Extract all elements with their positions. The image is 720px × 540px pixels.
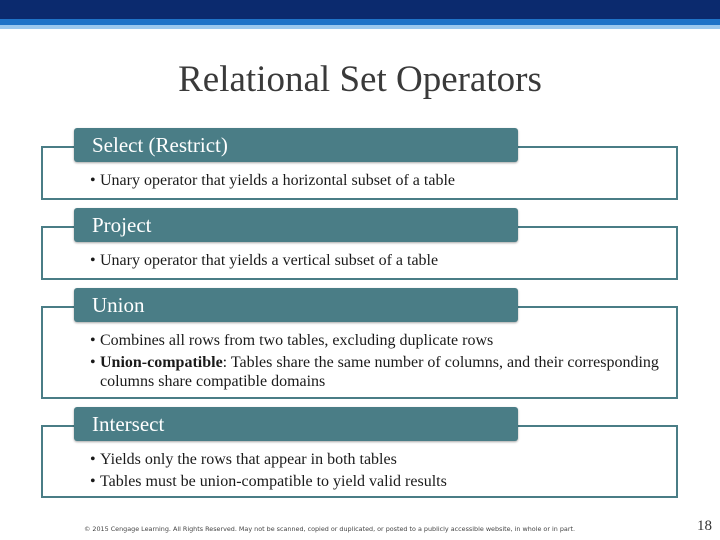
bullet-dot: • [90,354,96,371]
bullet-dot: • [90,252,96,269]
bullet-text: : Tables share the same number of columns, and their corresponding columns share compatible domains [100,354,659,390]
bullet-item [90,353,670,391]
section-heading: Union [74,288,518,322]
bullet-list [90,251,670,273]
bullet-text: Combines all rows from two tables, excluding duplicate rows [100,332,494,349]
bullet-text: Unary operator that yields a vertical subset of a table [100,252,439,269]
bullet-dot: • [90,332,96,349]
bullet-list [90,331,670,394]
bullet-text: Tables must be union-compatible to yield valid results [100,473,447,490]
bullet-item [90,171,670,190]
bullet-bold: Union-compatible [100,354,223,371]
top-bar-dark [0,0,720,19]
section-heading: Intersect [74,407,518,441]
top-bar-light [0,25,720,29]
slide-title: Relational Set Operators [178,59,542,100]
section-heading: Project [74,208,518,242]
bullet-list [90,171,670,193]
bullet-item [90,450,670,469]
bullet-text: Unary operator that yields a horizontal subset of a table [100,172,455,189]
bullet-dot: • [90,473,96,490]
bullet-item [90,472,670,491]
page-number: 18 [697,518,712,534]
bullet-item [90,251,670,270]
section-heading: Select (Restrict) [74,128,518,162]
bullet-text: Yields only the rows that appear in both tables [100,451,397,468]
bullet-list [90,450,670,494]
bullet-dot: • [90,451,96,468]
bullet-dot: • [90,172,96,189]
bullet-item [90,331,670,350]
copyright-footer: © 2015 Cengage Learning. All Rights Reserved. May not be scanned, copied or duplicated, or posted to a publicly accessible website, in whole or in part. [84,525,575,533]
